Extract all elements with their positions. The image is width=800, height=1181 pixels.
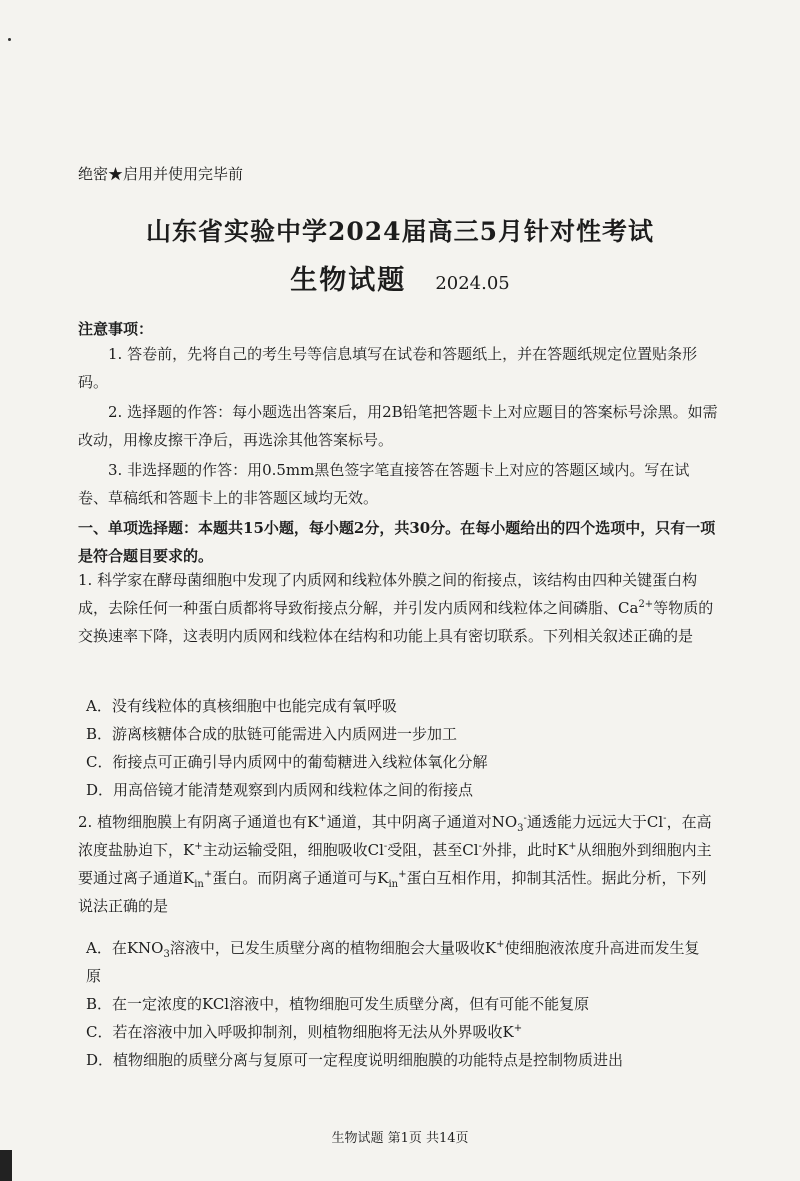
exam-date: 2024.05 [435,273,510,294]
note-item-3: 3. 非选择题的作答：用0.5mm黑色签字笔直接答在答题卡上对应的答题区域内。写在试卷、草稿纸和答题卡上的非答题区域均无效。 [78,461,690,507]
confidential-label: 绝密★启用并使用完毕前 [78,165,244,183]
question-1-option-a: A．没有线粒体的真核细胞中也能完成有氧呼吸 [86,697,397,715]
note-item-1: 1. 答卷前，先将自己的考生号等信息填写在试卷和答题纸上，并在答题纸规定位置贴条形码。 [78,345,698,391]
scan-speck [8,38,11,41]
note-item-2: 2. 选择题的作答：每小题选出答案后，用2B铅笔把答题卡上对应题目的答案标号涂黑。如需改动，用橡皮擦干净后，再选涂其他答案标号。 [78,403,718,449]
question-2-option-c: C．若在溶液中加入呼吸抑制剂，则植物细胞将无法从外界吸收K+ [86,1023,523,1041]
question-1-option-c: C．衔接点可正确引导内质网中的葡萄糖进入线粒体氧化分解 [86,753,488,771]
notes-heading: 注意事项： [78,320,154,338]
section-heading: 一、单项选择题：本题共15小题，每小题2分，共30分。在每小题给出的四个选项中，只有一项是符合题目要求的。 [78,519,716,565]
subject-line [0,258,800,297]
question-1-option-d: D．用高倍镜才能清楚观察到内质网和线粒体之间的衔接点 [86,781,474,799]
question-1-stem: 1. 科学家在酵母菌细胞中发现了内质网和线粒体外膜之间的衔接点，该结构由四种关键蛋白构成，去除任何一种蛋白质都将导致衔接点分解，并引发内质网和线粒体之间磷脂、$Ca^{2+}$等物质的交换速率下降，这表明内质网和线粒体在结构和功能上具有密切联系。下列相关叙述正确的是 [78,571,714,645]
page-footer: 生物试题 第1页 共14页 [331,1131,469,1146]
scan-edge-mark [0,1150,12,1181]
exam-title: 山东省实验中学2024届高三5月针对性考试 [146,217,654,246]
question-2-option-a: A．在$KNO_3$溶液中，已发生质壁分离的植物细胞会大量吸收K+使细胞液浓度升高进而发生复原 [86,939,700,985]
subject-title: 生物试题 [290,265,407,296]
question-2-option-d: D．植物细胞的质壁分离与复原可一定程度说明细胞膜的功能特点是控制物质进出 [86,1051,624,1069]
question-2-option-b: B．在一定浓度的KCl溶液中，植物细胞可发生质壁分离，但有可能不能复原 [86,995,590,1013]
question-2-stem: 2. 植物细胞膜上有阴离子通道也有K+通道，其中阴离子通道对$NO_3^-$通透能力远远大于Cl-，在高浓度盐胁迫下，K+主动运输受阻，细胞吸收Cl-受阻，甚至Cl-外排，此时K+从细胞外到细胞内主要通过离子通道$K_{in}^+$蛋白。而阴离子通道可与$K_{in}^+$蛋白互相作用，抑制其活性。据此分析，下列说法正确的是 [78,813,712,915]
question-1-option-b: B．游离核糖体合成的肽链可能需进入内质网进一步加工 [86,725,458,743]
